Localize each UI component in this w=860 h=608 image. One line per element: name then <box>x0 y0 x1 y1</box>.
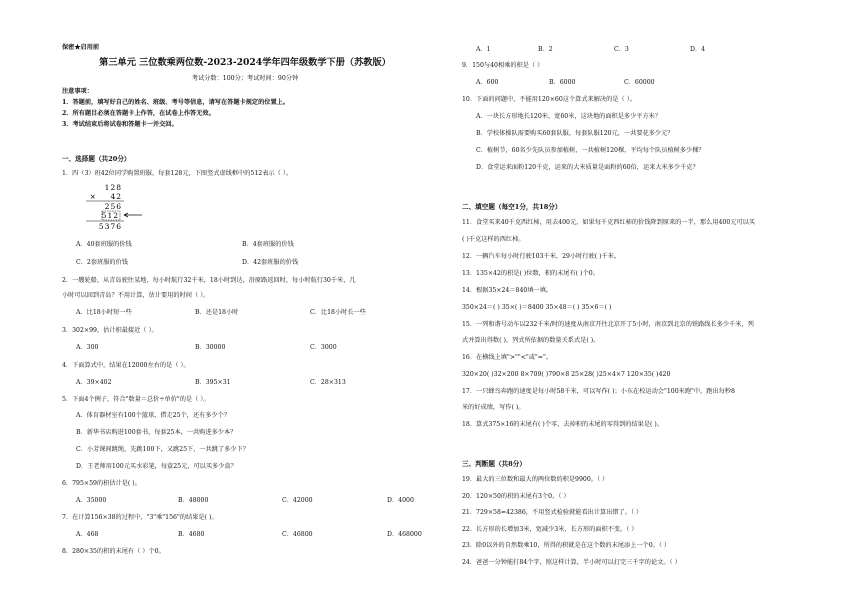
option: B．30000 <box>195 344 226 351</box>
option: D．4000 <box>387 497 414 504</box>
question-line: 式并算出得数( )，列式所依据的数量关系式是( )。 <box>462 337 600 344</box>
option: C．28×313 <box>310 379 346 386</box>
question-stem: 7．在计算156×38的过程中，"3"乘"156"的结果是( )。 <box>62 514 218 521</box>
option: B．还是18小时 <box>195 309 239 316</box>
section-title-fill: 二、填空题（每空1分，共18分） <box>462 203 562 211</box>
question-line: 23．除0以外的自然数乘10，所得的积就是在这个数的末尾添上一个0。（ ） <box>462 542 671 549</box>
question-line: 320×20( )32×200 8×709( )790×8 25×28( )25×4×7 120×35( )420 <box>462 371 671 378</box>
note-item: 2．所有题目必须在答题卡上作答，在试卷上作答无效。 <box>62 110 215 117</box>
option: B．4680 <box>178 531 205 538</box>
option: D．4 <box>690 46 706 53</box>
option: C．比18小时长一些 <box>310 309 366 316</box>
option: D．食堂运来面粉120千克，运来的大米质量是面粉的60倍，运来大米多少千克？ <box>476 164 699 171</box>
option: B．4套班服的价钱 <box>242 241 294 248</box>
question-line: 米的好成绩，写作( )。 <box>462 404 525 411</box>
option: A．39×402 <box>76 379 112 386</box>
option: A．40套班服的价钱 <box>76 241 132 248</box>
notes-title: 注意事项： <box>62 88 93 95</box>
section-title-judge: 三、判断题（共8分） <box>462 460 526 468</box>
option: B．48000 <box>178 497 209 504</box>
option: C．46800 <box>282 531 313 538</box>
vertical-row: 256 <box>104 202 122 211</box>
arrow-icon <box>124 213 142 217</box>
option: A．600 <box>476 79 499 86</box>
vertical-row: × 42 <box>89 192 122 201</box>
option: A．一块长方形地长120米，宽60米，这块地的面积是多少平方米？ <box>476 113 662 120</box>
question-stem: 1．四（3）班42位同学购置班服，每套128元，下图竖式虚线框中的512表示（ ）。 <box>62 170 293 177</box>
question-stem: 小时可以回到青岛？不用计算，估计要用的时间（ ）。 <box>62 292 210 299</box>
option: C．植树节，60名少先队员参加植树，一共植树120棵，平均每个队员植树多少棵？ <box>476 147 705 154</box>
option: D．42套班服的价钱 <box>242 259 299 266</box>
vertical-row: 512 <box>101 211 119 220</box>
vertical-multiplication-figure <box>84 182 164 232</box>
question-line: ( )千克这样的西红柿。 <box>462 236 525 243</box>
option: A．300 <box>76 344 99 351</box>
question-stem: 2．一艘轮船，从青岛驶往某地，每小时航行32千米，18小时到达，沿原路返回时，每小时航行30千米，几 <box>62 277 356 284</box>
option: B．6000 <box>549 79 576 86</box>
option: B．新华书店购进100套书，每套25本，一共购进多少本？ <box>76 429 237 436</box>
question-line: 12．一辆汽车每小时行驶103千米，29小时行驶( )千米。 <box>462 253 621 260</box>
question-line: 22．长方形的长增加3米，宽减少3米，长方形的面积不变。（ ） <box>462 526 638 533</box>
question-line: 19．最大的三位数和最大的两位数的积是9900。（ ） <box>462 476 609 483</box>
section-title-choice: 一、选择题（共20分） <box>62 155 131 163</box>
option: C．2套班服的价钱 <box>76 259 128 266</box>
option: A．35000 <box>76 497 107 504</box>
question-stem: 10．下面的问题中，不能用120×60这个算式来解决的是（ ）。 <box>462 96 636 103</box>
exam-info: 考试分数：100分；考试时间：90分钟 <box>191 75 299 82</box>
question-line: 17．一只蜂鸟奔跑的速度是每小时58千米，可以写作( )；小东在校运动会"100米跑"中，跑出每秒8 <box>462 388 735 395</box>
note-item: 3．考试结束后将试卷和答题卡一并交回。 <box>62 121 178 128</box>
question-line: 13．135×42的积是( )位数，积的末尾有( )个0。 <box>462 270 599 277</box>
option: C．3000 <box>310 344 337 351</box>
question-line: 16．在横线上填">""<"或"="。 <box>462 354 553 361</box>
option: A．1 <box>476 46 491 53</box>
question-line: 21．729×58≈42386，不用竖式检验就能看出计算出错了。（ ） <box>462 509 643 516</box>
question-line: 15．一列和谐号动车以232千米/时的速度从南京开往北京开了5小时，南京到北京的铁路线长多少千米，列 <box>462 321 754 328</box>
question-line: 11．食堂买来40千克西红柿，用去400元，如果每千克西红柿的价钱降到原来的一半，那么用400元可以买 <box>462 219 756 226</box>
page-title: 第三单元 三位数乘两位数-2023-2024学年四年级数学下册（苏教版） <box>99 57 391 68</box>
question-line: 350×24＝( ) 35×( )＝8400 35×48＝( ) 35×6＝( ) <box>462 304 612 311</box>
question-stem: 5．下面4个例子，符合"数量＝总价÷单价"的是（ ）。 <box>62 396 210 403</box>
option: B．2 <box>538 46 553 53</box>
note-item: 1．答题前，填写好自己的姓名、班级、考号等信息，请写在答题卡规定的位置上。 <box>62 99 290 106</box>
question-line: 14．根据35×24＝840填一填。 <box>462 287 553 294</box>
option: A．体育器材室有100个篮球，借走25个，还有多少个？ <box>76 412 231 419</box>
option: D．468000 <box>387 531 422 538</box>
option: B．395×31 <box>195 379 231 386</box>
question-stem: 9．150与40相乘的积是（ ） <box>462 62 544 69</box>
secret-label: 保密★启用前 <box>62 44 100 51</box>
question-line: 20．120×50的积的末尾有3个0。（ ） <box>462 493 570 500</box>
option: C．小芳课间跳绳，先跳100下，又跳25下，一共跳了多少下？ <box>76 446 249 453</box>
option: B．学校体操队需要购买60套队服，每套队服120元，一共要花多少元？ <box>476 130 674 137</box>
question-stem: 6．795×59的积估计是( )。 <box>62 480 141 487</box>
option: C．42000 <box>282 497 313 504</box>
option: C．3 <box>614 46 629 53</box>
option: A．468 <box>76 531 99 538</box>
question-stem: 3．302×99，估计积最接近（ ）。 <box>62 327 158 334</box>
option: D．王老师用100元买水彩笔，每盒25元，可以买多少盒？ <box>76 463 237 470</box>
option: A．比18小时短一些 <box>76 309 132 316</box>
option: C．60000 <box>624 79 655 86</box>
question-line: 24．爸爸一分钟能打84个字，照这样计算，半小时可以打完三千字的论文。（ ） <box>462 559 681 566</box>
question-line: 18．算式375×16的末尾有( )个零，去掉积的末尾的零得到的结果是( )。 <box>462 421 664 428</box>
question-stem: 4．下面算式中，结果在12000左右的是（ ）。 <box>62 362 190 369</box>
vertical-row: 128 <box>104 183 122 192</box>
vertical-row: 5376 <box>98 222 122 231</box>
question-stem: 8．280×35的积的末尾有（ ）个0。 <box>62 548 165 555</box>
